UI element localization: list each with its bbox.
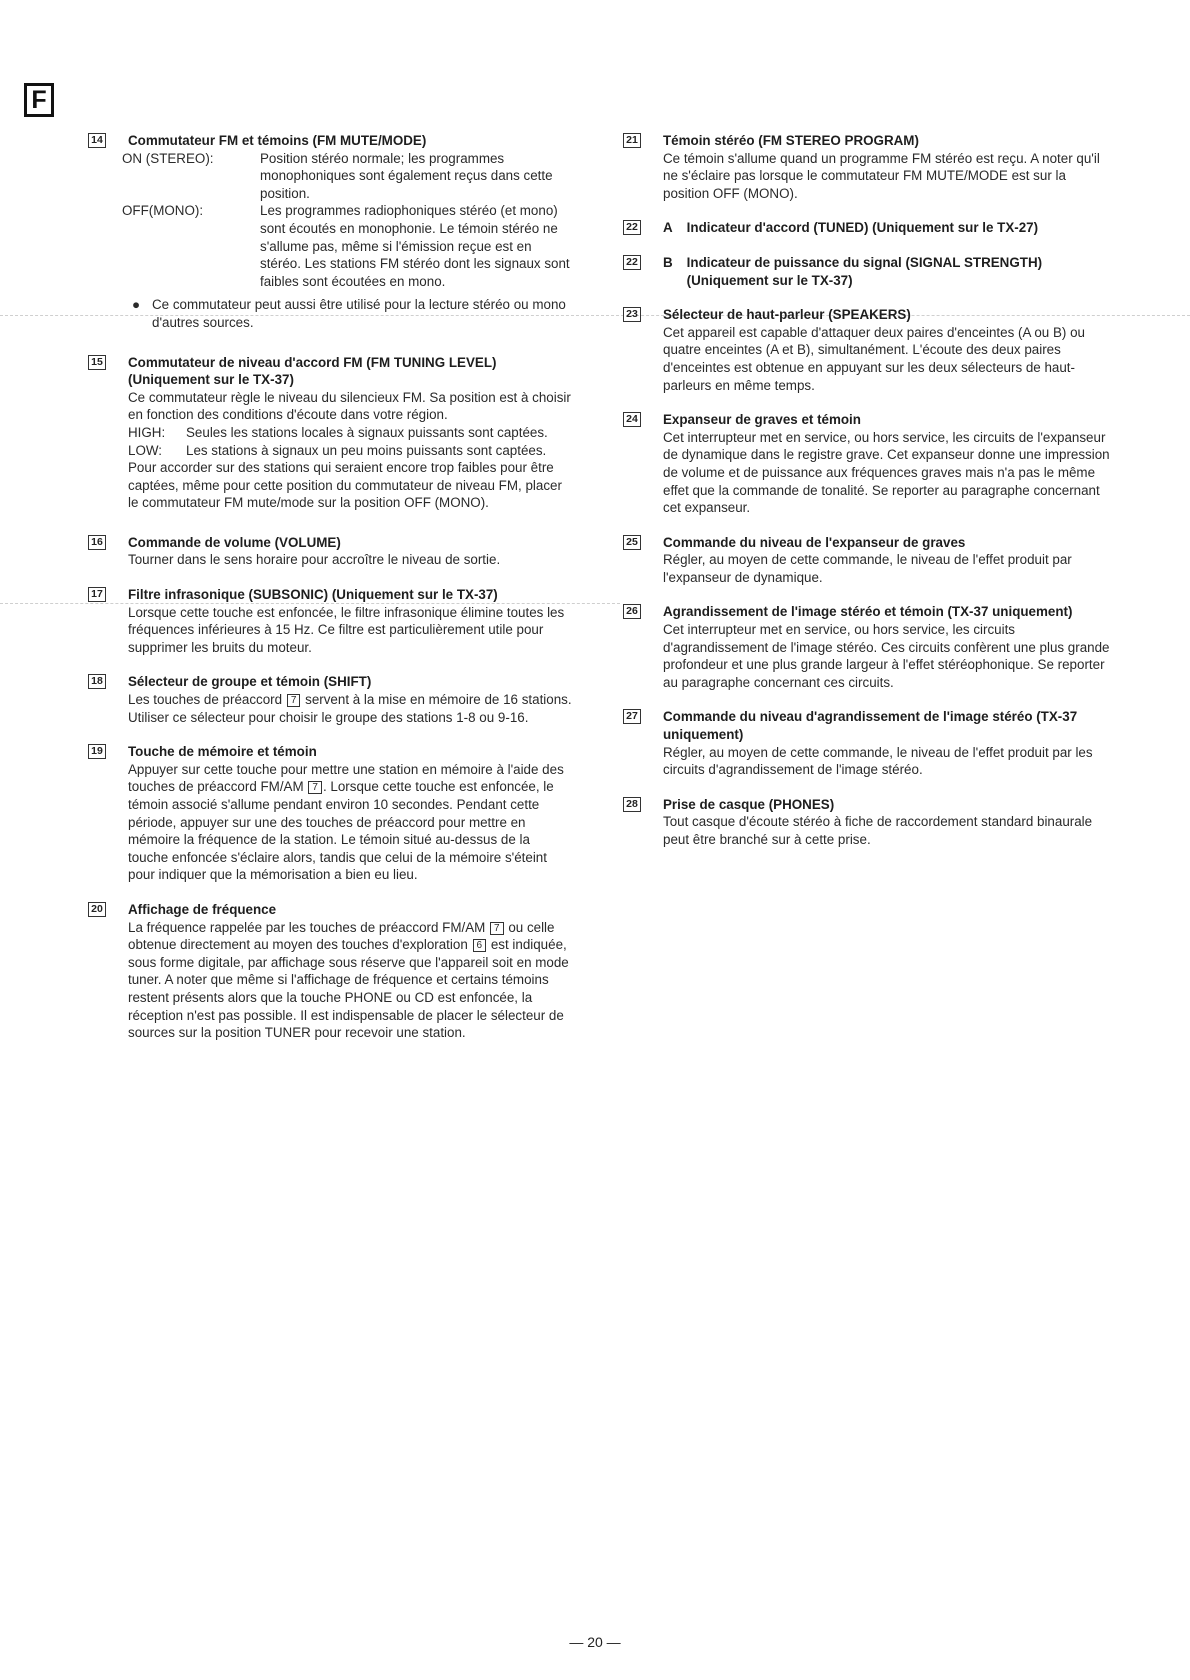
- section-title: Témoin stéréo (FM STEREO PROGRAM): [663, 133, 919, 148]
- right-column: [623, 132, 1111, 866]
- reference-number: 7: [287, 694, 301, 707]
- definition-list: [122, 150, 573, 291]
- sub-letter: A: [663, 220, 673, 236]
- item-number: 26: [623, 604, 641, 619]
- item-number: 15: [88, 355, 106, 370]
- text: servent à la mise en mémoire de 16 stations. Utiliser ce sélecteur pour choisir le groupe des stations 1-8 ou 9-16.: [128, 692, 572, 725]
- term: OFF(MONO):: [122, 203, 204, 219]
- item-number: 19: [88, 744, 106, 759]
- definition-high: [128, 424, 573, 442]
- reference-number: 7: [490, 922, 504, 935]
- section-title: Commutateur de niveau d'accord FM (FM TUNING LEVEL) (Uniquement sur le TX-37): [128, 354, 497, 388]
- paragraph: Régler, au moyen de cette commande, le niveau de l'effet produit par les circuits d'agrandissement de l'image stéréo.: [663, 744, 1093, 778]
- section-title: Commande du niveau de l'expanseur de graves: [663, 534, 966, 550]
- section-15: [88, 354, 573, 512]
- section-17: [88, 586, 573, 656]
- section-title: Sélecteur de groupe et témoin (SHIFT): [128, 674, 372, 690]
- section-title: Sélecteur de haut-parleur (SPEAKERS): [663, 307, 911, 323]
- section-title: Filtre infrasonique (SUBSONIC) (Uniquement sur le TX-37): [128, 587, 498, 603]
- section-14: [88, 132, 573, 332]
- description: Les stations à signaux un peu moins puissants sont captées.: [186, 442, 547, 458]
- paragraph: [128, 761, 573, 884]
- title-text: Indicateur d'accord (TUNED) (Uniquement sur le TX-27): [686, 220, 1039, 236]
- bullet-text: Ce commutateur peut aussi être utilisé pour la lecture stéréo ou mono d'autres sources.: [152, 297, 566, 330]
- definition-on: [122, 150, 573, 203]
- paragraph: Tout casque d'écoute stéréo à fiche de raccordement standard binaurale peut être branché sur à cette prise.: [663, 814, 1093, 847]
- reference-number: 6: [473, 939, 487, 952]
- title-text: Indicateur de puissance du signal (SIGNAL STRENGTH) (Uniquement sur le TX-37): [686, 254, 1043, 288]
- item-number: 20: [88, 902, 106, 917]
- paragraph: Lorsque cette touche est enfoncée, le filtre infrasonique élimine toutes les fréquences inférieures à 15 Hz. Ce filtre est particulièrement utile pour supprimer les bruits du moteur.: [128, 604, 565, 655]
- paragraph: [128, 691, 573, 726]
- sub-letter: B: [663, 254, 673, 270]
- section-title: Agrandissement de l'image stéréo et témoin (TX-37 uniquement): [663, 604, 1073, 620]
- description: Position stéréo normale; les programmes monophoniques sont également reçus dans cette position.: [260, 150, 553, 201]
- section-24: [623, 411, 1111, 517]
- paragraph: Tourner dans le sens horaire pour accroître le niveau de sortie.: [128, 552, 501, 568]
- section-20: [88, 901, 573, 1042]
- section-title: Touche de mémoire et témoin: [128, 744, 317, 760]
- left-column: [88, 132, 573, 1059]
- section-25: [623, 534, 1111, 587]
- text: . Lorsque cette touche est enfoncée, le témoin associé s'allume pendant environ 10 secondes. Pendant cette période, appuyer sur une des touches de préaccord pour mettre en mémoire la fréquence de la station. Le témoin situé au-dessus de la touche enfoncée s'éclaire alors, tandis que celui de la mémoire s'éteint pour indiquer que la mémorisation a bien eu lieu.: [128, 779, 554, 883]
- section-21: [623, 132, 1111, 202]
- description: Les programmes radiophoniques stéréo (et mono) sont écoutés en monophonie. Le témoin stéréo ne s'allume pas, même si l'émission reçue est en stéréo. Les stations FM stéréo dont les signaux sont faibles sont écoutées en mono.: [260, 203, 570, 289]
- section-title: Expanseur de graves et témoin: [663, 412, 861, 428]
- paragraph: Pour accorder sur des stations qui seraient encore trop faibles pour être captées, même pour cette position du commutateur de niveau FM, placer le commutateur FM mute/mode sur la position OFF (MONO).: [128, 460, 562, 511]
- item-number: 22: [623, 255, 641, 270]
- item-number: 25: [623, 535, 641, 550]
- term: HIGH:: [128, 424, 166, 440]
- definition-low: [128, 442, 573, 460]
- section-title: Commande de volume (VOLUME): [128, 534, 341, 550]
- page-number: — 20 —: [569, 1634, 621, 1650]
- term: LOW:: [128, 442, 162, 458]
- text: est indiquée, sous forme digitale, par affichage sous réserve que l'appareil soit en mode tuner. A noter que même si l'affichage de fréquence et certains témoins restent présents alors que la touche PHONE ou CD est enfoncée, la réception n'est pas possible. Il est indispensable de placer le sélecteur de sources sur la position TUNER pour recevoir une station.: [128, 937, 569, 1041]
- text: Appuyer sur cette touche pour mettre une station en mémoire à l'aide des touches de préaccord FM/AM: [128, 761, 564, 795]
- reference-number: 7: [308, 781, 322, 794]
- section-16: [88, 534, 573, 569]
- text: La fréquence rappelée par les touches de préaccord FM/AM: [128, 919, 486, 935]
- item-number: 21: [623, 133, 641, 148]
- item-number: 28: [623, 797, 641, 812]
- item-number: 16: [88, 535, 106, 550]
- section-22b: [623, 254, 1111, 289]
- section-19: [88, 743, 573, 884]
- paragraph: Cet interrupteur met en service, ou hors service, les circuits de l'expanseur de dynamique dans le registre grave. Cet expanseur donne une impression de volume et de puissance aux fréquences graves mais n'a pas le même effet que la commande de tonalité. Se reporter au paragraphe concernant cet expanseur.: [663, 429, 1110, 516]
- item-number: 23: [623, 307, 641, 322]
- item-number: 17: [88, 587, 106, 602]
- section-title: Affichage de fréquence: [128, 901, 277, 917]
- text: Les touches de préaccord: [128, 692, 283, 708]
- item-number: 22: [623, 220, 641, 235]
- section-22a: [623, 219, 1111, 237]
- section-23: [623, 306, 1111, 394]
- section-27: [623, 708, 1111, 778]
- paragraph: [128, 919, 573, 1042]
- bullet-note: [128, 296, 573, 331]
- bullet-icon: ●: [132, 297, 141, 313]
- section-title: Prise de casque (PHONES): [663, 796, 835, 812]
- paragraph: Cet appareil est capable d'attaquer deux paires d'enceintes (A ou B) ou quatre enceintes (A et B), simultanément. L'écoute des deux paires d'enceintes est obtenue en appuyant sur les deux sélecteurs de haut-parleurs en même temps.: [663, 324, 1085, 393]
- section-title: Commutateur FM et témoins (FM MUTE/MODE): [128, 133, 427, 148]
- section-18: [88, 673, 573, 726]
- paragraph: Régler, au moyen de cette commande, le niveau de l'effet produit par l'expanseur de dynamique.: [663, 552, 1072, 585]
- item-number: 24: [623, 412, 641, 427]
- description: Seules les stations locales à signaux puissants sont captées.: [186, 424, 548, 440]
- item-number: 14: [88, 133, 106, 148]
- section-title: Commande du niveau d'agrandissement de l'image stéréo (TX-37 uniquement): [663, 709, 1078, 743]
- term: ON (STEREO):: [122, 150, 214, 166]
- section-title: [663, 254, 1111, 289]
- text: ou celle obtenue directement au moyen des touches d'exploration: [128, 919, 555, 953]
- definition-off: [122, 202, 573, 290]
- paragraph: Cet interrupteur met en service, ou hors service, les circuits d'agrandissement de l'image stéréo. Ces circuits confèrent une plus grande profondeur et une plus grande largeur à l'effet stéréophonique. Se reporter au paragraphe concernant ces circuits.: [663, 622, 1110, 690]
- item-number: 27: [623, 709, 641, 724]
- section-28: [623, 796, 1111, 849]
- section-title: [663, 219, 1111, 237]
- paragraph: Ce témoin s'allume quand un programme FM stéréo est reçu. A noter qu'il ne s'éclaire pas lorsque le commutateur FM MUTE/MODE est sur la position OFF (MONO).: [663, 150, 1100, 201]
- paragraph: Ce commutateur règle le niveau du silencieux FM. Sa position est à choisir en fonction des conditions d'écoute dans votre région.: [128, 389, 571, 423]
- definition-list: [128, 424, 573, 459]
- language-marker: F: [24, 83, 54, 117]
- item-number: 18: [88, 674, 106, 689]
- section-26: [623, 603, 1111, 691]
